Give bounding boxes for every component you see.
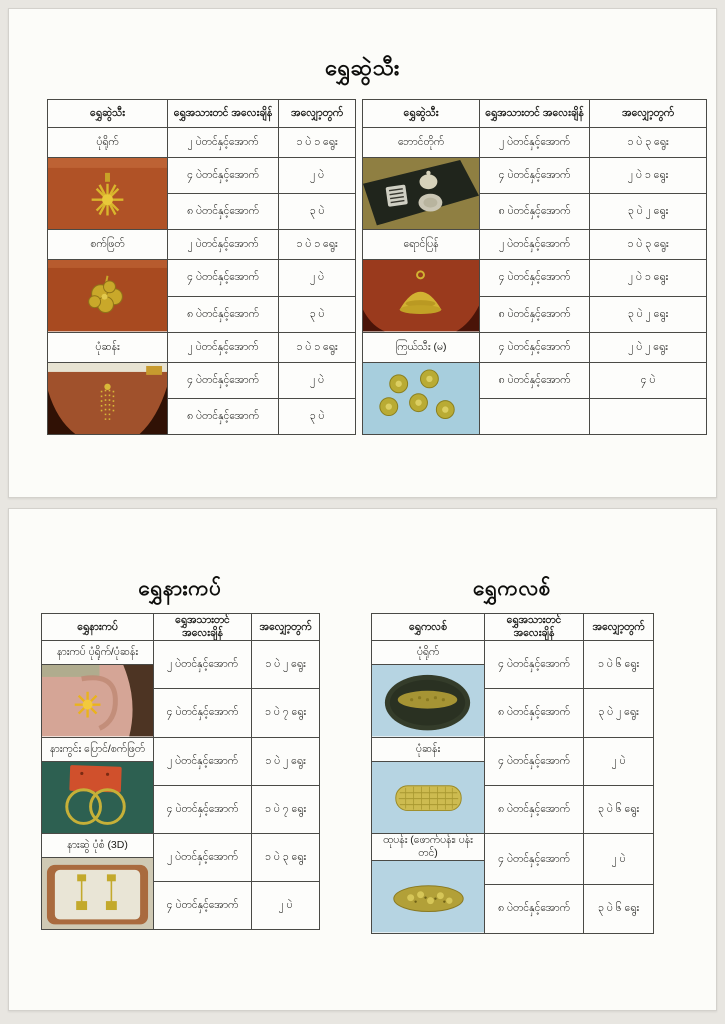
- page-2-card: [8, 508, 717, 1011]
- weight-cell: ၂ ပဲတင်နှင့်အောက်: [168, 230, 279, 260]
- col-header-weight: ရွှေအသားတင် အလေးချိန်: [168, 100, 279, 128]
- item-name-cell: နားကပ် ပုံရိုက်/ပုံဆန်း: [42, 641, 154, 665]
- col-header-item: ရွှေကလစ်: [372, 614, 485, 641]
- photo-framed-pendants: [363, 158, 480, 230]
- weight-cell: ၈ ပဲတင်နှင့်အောက်: [480, 296, 590, 332]
- page-title-pendant: ရွှေဆွဲသီး: [325, 55, 400, 80]
- pendant-table-right: [362, 99, 707, 435]
- weight-cell: ၄ ပဲတင်နှင့်အောက်: [154, 882, 252, 930]
- deduction-cell: ၂ ပဲ: [584, 737, 654, 785]
- deduction-cell: ၁ ပဲ ၁ ရွေး: [279, 332, 356, 362]
- col-header-deduction: အလျှော့တွက်: [279, 100, 356, 128]
- deduction-cell: ၃ ပဲ ၂ ရွေး: [584, 689, 654, 737]
- pendant-table-left: [47, 99, 356, 435]
- weight-cell: ၄ ပဲတင်နှင့်အောက်: [154, 689, 252, 737]
- deduction-cell: ၁ ပဲ ၃ ရွေး: [590, 128, 707, 158]
- weight-cell: ၄ ပဲတင်နှင့်အောက်: [480, 260, 590, 296]
- weight-cell: ၄ ပဲတင်နှင့်အောက်: [168, 260, 279, 296]
- deduction-cell: ၁ ပဲ ၂ ရွေး: [252, 641, 320, 689]
- col-header-deduction: အလျှော့တွက်: [590, 100, 707, 128]
- weight-cell: ၄ ပဲတင်နှင့်အောက်: [485, 641, 584, 689]
- col-header-item: ရွှေဆွဲသီး: [363, 100, 480, 128]
- item-name-cell: ပုံဆန်း: [372, 737, 485, 761]
- deduction-cell: ၂ ပဲ: [584, 833, 654, 884]
- weight-cell: ၂ ပဲတင်နှင့်အောက်: [168, 332, 279, 362]
- photo-floral-clip: [372, 861, 485, 933]
- page-1-card: [8, 8, 717, 498]
- deduction-cell: [590, 398, 707, 434]
- deduction-cell: ၁ ပဲ ၁ ရွေး: [279, 128, 356, 158]
- weight-cell: ၄ ပဲတင်နှင့်အောက်: [168, 362, 279, 398]
- col-header-item: ရွှေနားကပ်: [42, 614, 154, 641]
- deduction-cell: ၁ ပဲ ၂ ရွေး: [252, 737, 320, 785]
- item-name-cell: ထုပန်း (ဖောက်ပန်း၊ ပန်းတင်): [372, 833, 485, 860]
- clip-table: [371, 613, 654, 934]
- weight-cell: ၈ ပဲတင်နှင့်အောက်: [168, 398, 279, 434]
- weight-cell: ၂ ပဲတင်နှင့်အောက်: [154, 641, 252, 689]
- item-name-cell: ဘောင်တိုက်: [363, 128, 480, 158]
- photo-starburst-pendant: [48, 158, 168, 230]
- earring-table: [41, 613, 320, 930]
- deduction-cell: ၃ ပဲ: [279, 194, 356, 230]
- deduction-cell: ၄ ပဲ: [590, 362, 707, 398]
- weight-cell: ၈ ပဲတင်နှင့်အောက်: [168, 296, 279, 332]
- weight-cell: ၂ ပဲတင်နှင့်အောက်: [154, 833, 252, 881]
- weight-cell: ၄ ပဲတင်နှင့်အောက်: [480, 158, 590, 194]
- item-name-cell: စက်ဖြတ်: [48, 230, 168, 260]
- weight-cell: ၄ ပဲတင်နှင့်အောက်: [480, 332, 590, 362]
- col-header-weight: ရွှေအသားတင် အလေးချိန်: [154, 614, 252, 641]
- deduction-cell: ၁ ပဲ ၇ ရွေး: [252, 785, 320, 833]
- photo-woven-clip: [372, 761, 485, 833]
- deduction-cell: ၂ ပဲ: [252, 882, 320, 930]
- photo-star-buttons: [363, 362, 480, 434]
- deduction-cell: ၃ ပဲ: [279, 398, 356, 434]
- photo-flower-pendant: [48, 260, 168, 332]
- col-header-deduction: အလျှော့တွက်: [252, 614, 320, 641]
- deduction-cell: ၂ ပဲ: [279, 158, 356, 194]
- photo-dangle-earrings-box: [42, 857, 154, 929]
- deduction-cell: ၃ ပဲ ၂ ရွေး: [590, 194, 707, 230]
- weight-cell: [480, 398, 590, 434]
- item-name-cell: နားဆွဲ ပုံစံ (3D): [42, 833, 154, 857]
- deduction-cell: ၂ ပဲ ၁ ရွေး: [590, 158, 707, 194]
- photo-hoop-earrings: [42, 761, 154, 833]
- photo-lattice-dangle-pendant: [48, 362, 168, 434]
- col-header-deduction: အလျှော့တွက်: [584, 614, 654, 641]
- photo-dome-pendant: [363, 260, 480, 332]
- item-name-cell: နားကွင်း ပြောင်/စက်ဖြတ်: [42, 737, 154, 761]
- weight-cell: ၈ ပဲတင်နှင့်အောက်: [480, 194, 590, 230]
- weight-cell: ၂ ပဲတင်နှင့်အောက်: [168, 128, 279, 158]
- weight-cell: ၄ ပဲတင်နှင့်အောက်: [168, 158, 279, 194]
- deduction-cell: ၃ ပဲ: [279, 296, 356, 332]
- page-title-earring: ရွှေနားကပ်: [138, 577, 222, 600]
- deduction-cell: ၁ ပဲ ၃ ရွေး: [252, 833, 320, 881]
- item-name-cell: ပုံဆန်း: [48, 332, 168, 362]
- weight-cell: ၄ ပဲတင်နှင့်အောက်: [154, 785, 252, 833]
- col-header-item: ရွှေဆွဲသီး: [48, 100, 168, 128]
- deduction-cell: ၁ ပဲ ၃ ရွေး: [590, 230, 707, 260]
- deduction-cell: ၃ ပဲ ၆ ရွေး: [584, 885, 654, 933]
- page-title-clip: ရွှေကလစ်: [473, 577, 551, 600]
- weight-cell: ၂ ပဲတင်နှင့်အောက်: [480, 230, 590, 260]
- weight-cell: ၈ ပဲတင်နှင့်အောက်: [485, 885, 584, 933]
- deduction-cell: ၂ ပဲ: [279, 260, 356, 296]
- item-name-cell: ပုံရိုက်: [48, 128, 168, 158]
- col-header-weight: ရွှေအသားတင် အလေးချိန်: [485, 614, 584, 641]
- item-name-cell: ပုံရိုက်: [372, 641, 485, 665]
- item-name-cell: ရောင်ပြန်: [363, 230, 480, 260]
- deduction-cell: ၁ ပဲ ၁ ရွေး: [279, 230, 356, 260]
- deduction-cell: ၂ ပဲ ၁ ရွေး: [590, 260, 707, 296]
- deduction-cell: ၃ ပဲ ၆ ရွေး: [584, 785, 654, 833]
- weight-cell: ၈ ပဲတင်နှင့်အောက်: [485, 689, 584, 737]
- photo-clip-in-box: [372, 665, 485, 737]
- deduction-cell: ၃ ပဲ ၂ ရွေး: [590, 296, 707, 332]
- weight-cell: ၂ ပဲတင်နှင့်အောက်: [480, 128, 590, 158]
- weight-cell: ၄ ပဲတင်နှင့်အောက်: [485, 737, 584, 785]
- col-header-weight: ရွှေအသားတင် အလေးချိန်: [480, 100, 590, 128]
- deduction-cell: ၂ ပဲ ၂ ရွေး: [590, 332, 707, 362]
- deduction-cell: ၂ ပဲ: [279, 362, 356, 398]
- item-name-cell: ကြယ်သီး (မ): [363, 332, 480, 362]
- weight-cell: ၂ ပဲတင်နှင့်အောက်: [154, 737, 252, 785]
- weight-cell: ၈ ပဲတင်နှင့်အောက်: [168, 194, 279, 230]
- photo-stud-earring-on-ear: [42, 665, 154, 737]
- weight-cell: ၈ ပဲတင်နှင့်အောက်: [480, 362, 590, 398]
- deduction-cell: ၁ ပဲ ၇ ရွေး: [252, 689, 320, 737]
- weight-cell: ၈ ပဲတင်နှင့်အောက်: [485, 785, 584, 833]
- weight-cell: ၄ ပဲတင်နှင့်အောက်: [485, 833, 584, 884]
- deduction-cell: ၁ ပဲ ၆ ရွေး: [584, 641, 654, 689]
